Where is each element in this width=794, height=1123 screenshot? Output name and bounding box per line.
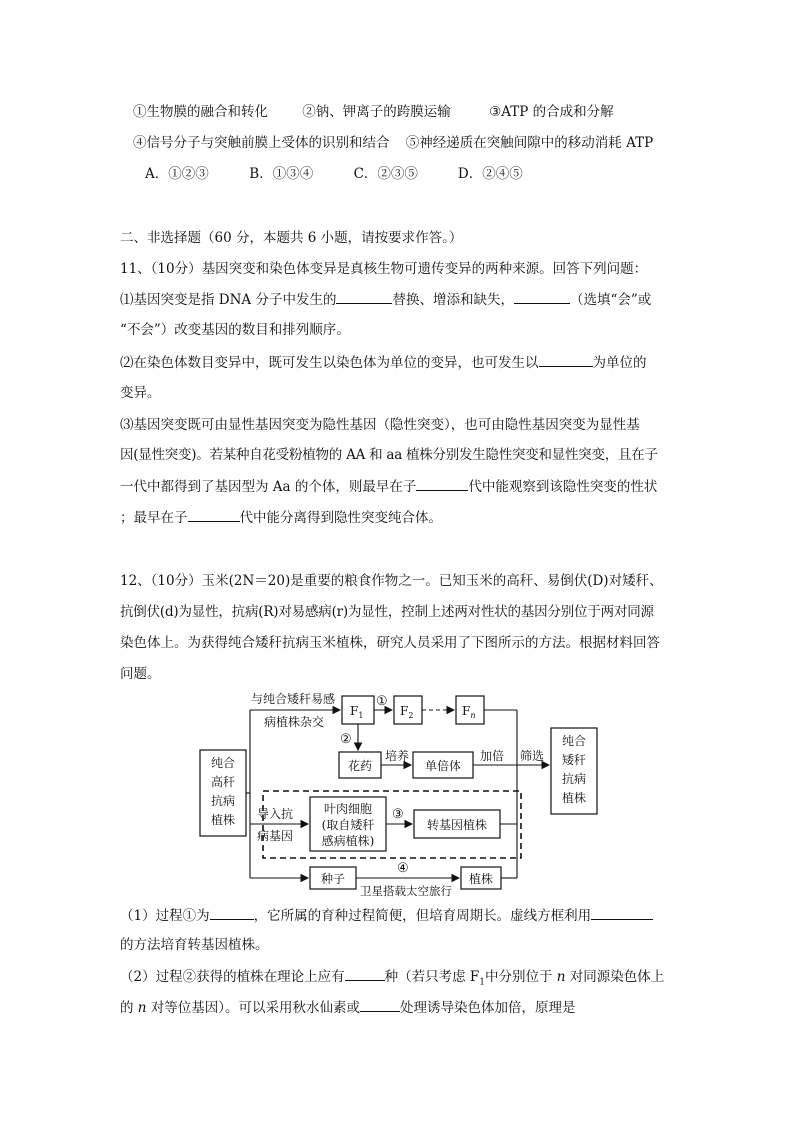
statement-1: ①生物膜的融合和转化 — [133, 104, 268, 120]
option-b: B．①③④ — [249, 166, 314, 182]
import-label-2: 病基因 — [257, 829, 294, 843]
q11-part1-line1: ⑴基因突变是指 DNA 分子中发生的 替换、增添和缺失， （选填“会”或 — [120, 289, 651, 310]
q12-part1-line2: 的方法培育转基因植株。 — [120, 937, 269, 953]
statement-2: ②钠、钾离子的跨膜运输 — [302, 104, 451, 120]
answer-blank[interactable] — [539, 352, 593, 367]
double-label: 加倍 — [480, 749, 505, 763]
q11-part3-line3: 一代中都得到了基因型为 Aa 的个体，则最早在子 代中能观察到该隐性突变的性状 — [120, 476, 657, 497]
step-3: ③ — [392, 807, 404, 822]
parent-label-3: 抗病 — [210, 794, 236, 808]
option-d: D．②④⑤ — [457, 166, 523, 182]
q12-part1-line1: （1）过程①为 ，它所属的育种过程简便，但培育周期长。虚线方框利用 — [120, 905, 653, 926]
step-4: ④ — [397, 861, 409, 876]
f2-label: $F_2$ — [400, 704, 414, 720]
result-label-1: 纯合 — [561, 734, 587, 748]
answer-blank[interactable] — [591, 905, 653, 920]
statement-3: ③ATP 的合成和分解 — [489, 104, 614, 120]
result-label-2: 矮秆 — [561, 753, 587, 767]
answer-blank[interactable] — [336, 289, 392, 304]
culture-label: 培养 — [385, 749, 410, 763]
answer-blank[interactable] — [210, 905, 254, 920]
section-heading: 二、非选择题（60 分，本题共 6 小题，请按要求作答。） — [120, 230, 463, 246]
q12-stem-line4: 问题。 — [120, 666, 161, 682]
statement-4: ④信号分子与突触前膜上受体的识别和结合 — [133, 135, 390, 151]
mesophyll-label-3: 感病植株) — [321, 834, 375, 848]
import-label-1: 导入抗 — [257, 807, 294, 821]
mc-statements-row-1 — [133, 102, 614, 122]
result-label-4: 植株 — [561, 791, 587, 805]
q12-stem-line1: 12、（10分）玉米(2N＝20)是重要的粮食作物之一。已知玉米的高秆、易倒伏(D)对矮秆、 — [120, 573, 663, 589]
q12-part2-line2: 的 n 对等位基因）。可以采用秋水仙素或 处理诱导染色体加倍，原理是 — [120, 997, 576, 1018]
plant-label: 植株 — [468, 872, 494, 886]
option-c: C．②③⑤ — [353, 166, 418, 182]
option-a: A．①②③ — [145, 166, 209, 182]
answer-blank[interactable] — [345, 966, 385, 981]
q11-part2-line2: 变异。 — [120, 385, 161, 401]
mc-options — [145, 164, 523, 184]
result-label-3: 抗病 — [561, 772, 587, 786]
statement-5: ⑤神经递质在突触间隙中的移动消耗 ATP — [405, 135, 654, 151]
transgenic-label: 转基因植株 — [426, 818, 488, 832]
answer-blank[interactable] — [360, 997, 400, 1012]
answer-blank[interactable] — [416, 476, 468, 491]
parent-label-2: 高秆 — [210, 775, 236, 789]
q12-stem-line3: 染色体上。为获得纯合矮秆抗病玉米植株，研究人员采用了下图所示的方法。根据材料回答 — [120, 635, 660, 651]
step-1: ① — [376, 694, 388, 709]
q11-part2-line1: ⑵在染色体数目变异中，既可发生以染色体为单位的变异，也可发生以 为单位的 — [120, 352, 647, 373]
fn-label: $F_n$ — [462, 704, 476, 720]
anther-label: 花药 — [347, 759, 373, 773]
q11-part1-line2: “不会”）改变基因的数目和排列顺序。 — [120, 322, 350, 338]
answer-blank[interactable] — [514, 289, 570, 304]
parent-label-1: 纯合 — [210, 756, 236, 770]
q12-part2-line1: （2）过程②获得的植株在理论上应有 种（若只考虑 $F_1$中分别位于 n 对同源染色体上 — [120, 966, 664, 993]
q11-part3-line4: ；最早在子 代中能分离得到隐性突变纯合体。 — [120, 507, 442, 528]
step-2: ② — [340, 732, 352, 747]
mc-statements-row-2 — [133, 133, 653, 153]
mesophyll-label-1: 叶肉细胞 — [323, 802, 373, 816]
haploid-label: 单倍体 — [424, 759, 462, 773]
cross-label-2: 病植株杂交 — [264, 715, 325, 729]
q11-stem: 11、（10分）基因突变和染色体变异是真核生物可遗传变异的两种来源。回答下列问题： — [120, 261, 648, 277]
space-label: 卫星搭载太空旅行 — [360, 884, 452, 898]
select-label: 筛选 — [520, 749, 545, 763]
cross-label-1: 与纯合矮秆易感 — [251, 692, 336, 706]
parent-label-4: 植株 — [210, 813, 236, 827]
mesophyll-label-2: (取自矮秆 — [321, 818, 375, 832]
seed-label: 种子 — [320, 872, 346, 886]
f1-label: $F_1$ — [350, 704, 364, 720]
q12-stem-line2: 抗倒伏(d)为显性，抗病(R)对易感病(r)为显性，控制上述两对性状的基因分别位于两对同源 — [120, 604, 654, 620]
q11-part3-line2: 因(显性突变)。若某种自花受粉植物的 AA 和 aa 植株分别发生隐性突变和显性突变，且在子 — [120, 447, 658, 463]
q11-part3-line1: ⑶基因突变既可由显性基因突变为隐性基因（隐性突变），也可由隐性基因突变为显性基 — [120, 417, 640, 433]
breeding-diagram — [0, 690, 794, 900]
answer-blank[interactable] — [188, 507, 240, 522]
